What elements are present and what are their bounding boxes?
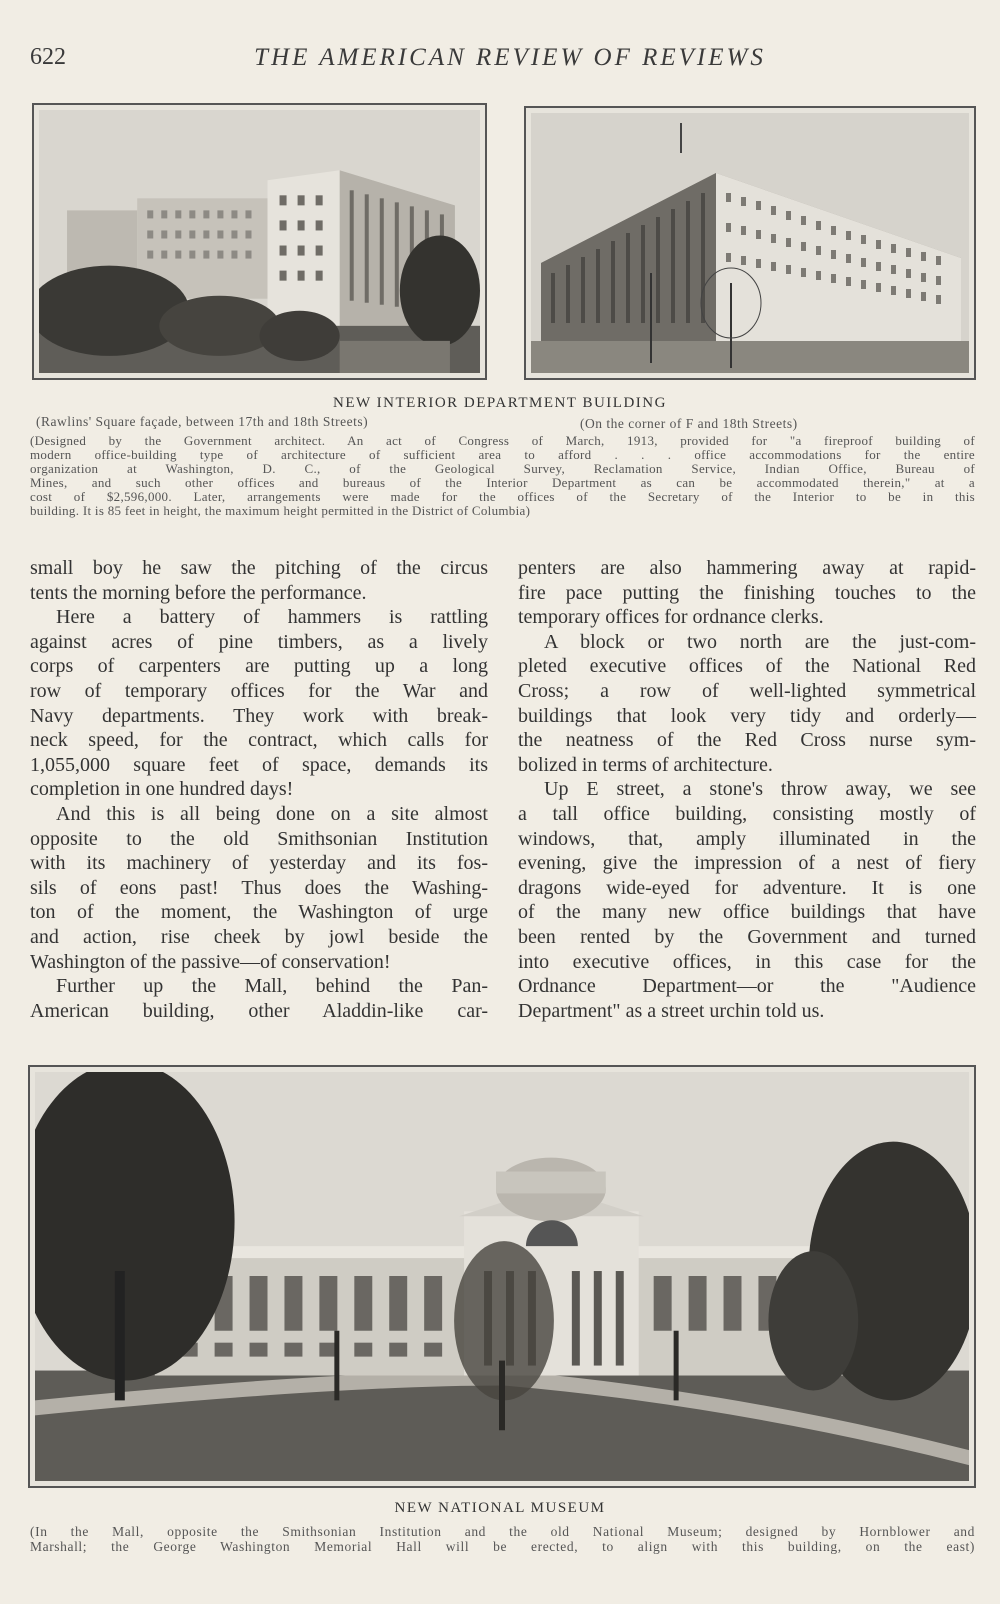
article-line: A block or two north are the just-com- xyxy=(544,630,976,653)
article-line: against acres of pine timbers, as a lively xyxy=(30,630,488,653)
article-right-column xyxy=(518,556,976,1023)
article-line: fire pace putting the finishing touches to the xyxy=(518,581,976,604)
article-line: American building, other Aladdin-like car- xyxy=(30,999,488,1022)
article-line: into executive offices, in this case for the xyxy=(518,950,976,973)
article-line: neck speed, for the contract, which calls for xyxy=(30,729,488,752)
caption-line: (In the Mall, opposite the Smithsonian Institution and the old National Museum; designed by Hornblower and xyxy=(30,1524,975,1539)
article-line: windows, that, amply illuminated in the xyxy=(518,827,976,850)
article-line: ton of the moment, the Washington of urge xyxy=(30,901,488,924)
photo-interior-department-corner xyxy=(524,106,976,380)
article-line: bolized in terms of architecture. xyxy=(518,753,773,776)
article-line: temporary offices for ordnance clerks. xyxy=(518,606,824,629)
page-header xyxy=(0,44,1000,84)
article-line: Department" as a street urchin told us. xyxy=(518,999,825,1022)
article-line: small boy he saw the pitching of the circus xyxy=(30,557,488,579)
article-line: and action, rise cheek by jowl beside the xyxy=(30,925,488,948)
article-line: opposite to the old Smithsonian Institution xyxy=(30,827,488,850)
photo-new-national-museum xyxy=(28,1065,976,1488)
bottom-photo-caption-title: NEW NATIONAL MUSEUM xyxy=(394,1500,606,1516)
article-line: Here a battery of hammers is rattling xyxy=(56,606,488,629)
article-line: sils of eons past! Thus does the Washing- xyxy=(30,876,488,899)
article-line: pleted executive offices of the National Red xyxy=(518,655,976,678)
article-line: row of temporary offices for the War and xyxy=(30,679,488,702)
article-line: Further up the Mall, behind the Pan- xyxy=(56,975,488,998)
article-line: of the many new office buildings that have xyxy=(518,901,976,924)
article-line: Cross; a row of well-lighted symmetrical xyxy=(518,679,976,702)
article-line: And this is all being done on a site almost xyxy=(56,802,488,825)
caption-line: organization at Washington, D. C., of the Geological Survey, Reclamation Service, Indian Office, Bureau of xyxy=(30,462,975,476)
bottom-photo-caption-body xyxy=(30,1524,975,1554)
running-title: THE AMERICAN REVIEW OF REVIEWS xyxy=(254,44,766,71)
caption-line: building. It is 85 feet in height, the maximum height permitted in the District of Columbia) xyxy=(30,504,531,518)
article-line: buildings that look very tidy and orderly— xyxy=(518,704,976,727)
article-line: with its machinery of yesterday and its fos- xyxy=(30,852,488,875)
caption-line: Mines, and such other offices and bureaus of the Interior Department as can be accommodated therein," at a xyxy=(30,476,975,490)
article-line: completion in one hundred days! xyxy=(30,778,294,801)
caption-line: cost of $2,596,000. Later, arrangements were made for the offices of the Secretary of the Interior to be in this xyxy=(30,490,975,504)
top-right-subcaption: (On the corner of F and 18th Streets) xyxy=(580,416,798,431)
article-line: Washington of the passive—of conservation! xyxy=(30,950,391,973)
article-line: the neatness of the Red Cross nurse sym- xyxy=(518,729,976,752)
article-line: 1,055,000 square feet of space, demands its xyxy=(30,753,488,776)
caption-line: Marshall; the George Washington Memorial Hall will be erected, to align with this building, on the east) xyxy=(30,1539,975,1554)
top-left-subcaption: (Rawlins' Square façade, between 17th and 18th Streets) xyxy=(36,414,369,429)
article-line: tents the morning before the performance. xyxy=(30,581,367,604)
article-line: Up E street, a stone's throw away, we see xyxy=(544,778,976,801)
article-line: Ordnance Department—or the "Audience xyxy=(518,975,976,998)
article-line: Navy departments. They work with break- xyxy=(30,704,488,727)
caption-line: (Designed by the Government architect. An act of Congress of March, 1913, provided for "a fireproof building of xyxy=(30,434,975,448)
page-number: 622 xyxy=(30,44,66,70)
article-line: evening, give the impression of a nest of fiery xyxy=(518,852,976,875)
top-photos-caption-body xyxy=(30,434,975,518)
article-line: a tall office building, consisting mostly of xyxy=(518,802,976,825)
article-line: been rented by the Government and turned xyxy=(518,925,976,948)
photo-interior-department-facade xyxy=(32,103,487,380)
article-line: corps of carpenters are putting up a long xyxy=(30,655,488,678)
article-line: penters are also hammering away at rapid- xyxy=(518,557,976,579)
article-left-column xyxy=(30,556,488,1023)
article-line: dragons wide-eyed for adventure. It is one xyxy=(518,876,976,899)
top-photos-caption-title: NEW INTERIOR DEPARTMENT BUILDING xyxy=(333,395,667,411)
caption-line: modern office-building type of architecture of sufficient area to afford . . . office accommodations for the entire xyxy=(30,448,975,462)
